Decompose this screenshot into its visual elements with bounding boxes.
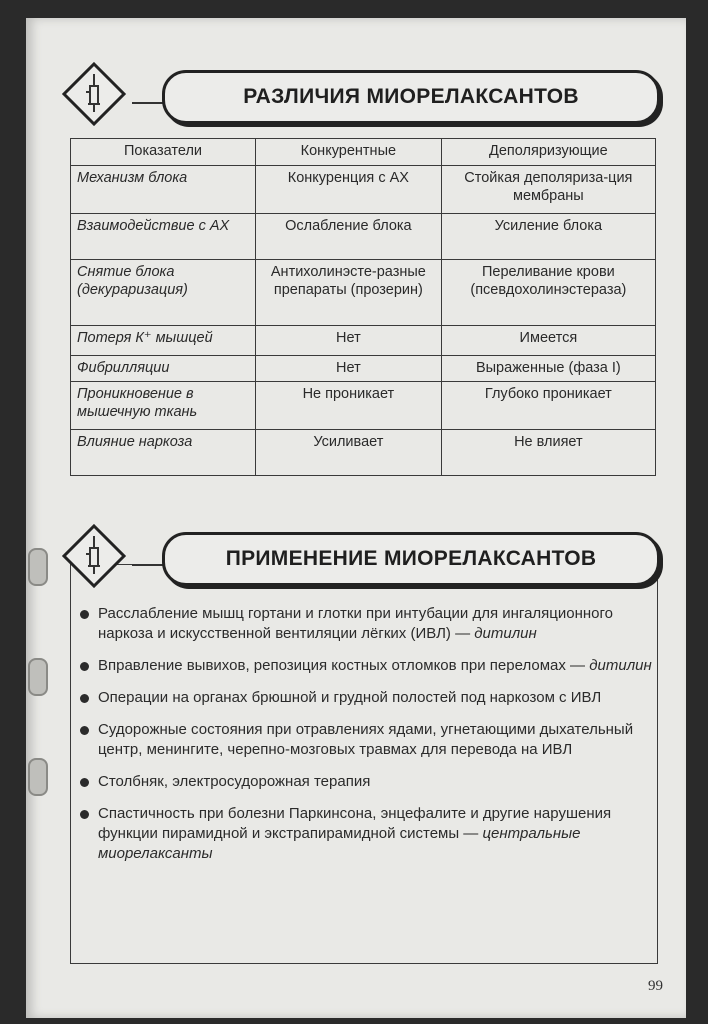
list-item [78, 656, 658, 676]
list-item [78, 772, 658, 792]
depolarizing-cell: Не влияет [441, 430, 655, 476]
table-row [71, 214, 656, 260]
depolarizing-cell: Выраженные (фаза I) [441, 356, 655, 382]
binding-rings [26, 548, 46, 798]
depolarizing-cell: Усиление блока [441, 214, 655, 260]
bullet-icon [80, 778, 89, 787]
section-title: ПРИМЕНЕНИЕ МИОРЕЛАКСАНТОВ [162, 532, 660, 586]
applications-section [62, 518, 662, 968]
table-row [71, 260, 656, 326]
item-text: Вправление вывихов, репозиция костных отломков при переломах — [98, 657, 590, 674]
item-text: Операции на органах брюшной и грудной полостей под наркозом с ИВЛ [98, 689, 602, 706]
item-text: Столбняк, электросудорожная терапия [98, 773, 371, 790]
depolarizing-cell: Переливание крови (псевдохолинэстераза) [441, 260, 655, 326]
competitive-cell: Конкуренция с АХ [256, 166, 442, 214]
table-row [71, 326, 656, 356]
bullet-icon [80, 810, 89, 819]
binding-ring [28, 658, 48, 696]
list-item [78, 720, 658, 760]
row-label: Влияние наркоза [71, 430, 256, 476]
competitive-cell: Нет [256, 326, 442, 356]
table-header-row [71, 139, 656, 166]
item-text: Спастичность при болезни Паркинсона, энцефалите и другие нарушения функции пирамидной и экстрапирамидной системы — [98, 805, 612, 842]
competitive-cell: Ослабление блока [256, 214, 442, 260]
section-title: РАЗЛИЧИЯ МИОРЕЛАКСАНТОВ [162, 70, 660, 124]
row-label: Снятие блока (декураризация) [71, 260, 256, 326]
list-item [78, 604, 658, 644]
column-header: Конкурентные [256, 139, 442, 166]
binding-ring [28, 548, 48, 586]
table-row [71, 382, 656, 430]
depolarizing-cell: Имеется [441, 326, 655, 356]
column-header: Деполяризующие [441, 139, 655, 166]
table-row [71, 430, 656, 476]
page-number: 99 [648, 978, 663, 994]
item-text: Расслабление мышц гортани и глотки при интубации для ингаляционного наркоза и искусственной вентиляции лёгких (ИВЛ) — [98, 605, 613, 642]
table-row [71, 356, 656, 382]
bullet-icon [80, 662, 89, 671]
row-label: Фибрилляции [71, 356, 256, 382]
differences-section [62, 62, 662, 502]
applications-list [78, 604, 658, 876]
depolarizing-cell: Стойкая деполяриза-ция мембраны [441, 166, 655, 214]
binding-ring [28, 758, 48, 796]
bullet-icon [80, 726, 89, 735]
row-label: Потеря К⁺ мышцей [71, 326, 256, 356]
competitive-cell: Антихолинэсте-разные препараты (прозерин) [256, 260, 442, 326]
competitive-cell: Нет [256, 356, 442, 382]
row-label: Проникновение в мышечную ткань [71, 382, 256, 430]
competitive-cell: Усиливает [256, 430, 442, 476]
column-header: Показатели [71, 139, 256, 166]
row-label: Механизм блока [71, 166, 256, 214]
drug-name: дитилин [589, 657, 652, 674]
table-row [71, 166, 656, 214]
item-text: Судорожные состояния при отравлениях ядами, угнетающими дыхательный центр, менингите, черепно-мозговых травмах для перевода на ИВЛ [98, 721, 634, 758]
syringe-diamond-icon [62, 524, 126, 588]
drug-name: дитилин [474, 625, 537, 642]
list-item [78, 688, 658, 708]
competitive-cell: Не проникает [256, 382, 442, 430]
drug-name: центральные миорелаксанты [98, 825, 581, 862]
bullet-icon [80, 694, 89, 703]
comparison-table [70, 138, 656, 476]
bullet-icon [80, 610, 89, 619]
depolarizing-cell: Глубоко проникает [441, 382, 655, 430]
list-item [78, 804, 658, 864]
book-page [26, 18, 686, 1018]
row-label: Взаимодействие с АХ [71, 214, 256, 260]
syringe-diamond-icon [62, 62, 126, 126]
